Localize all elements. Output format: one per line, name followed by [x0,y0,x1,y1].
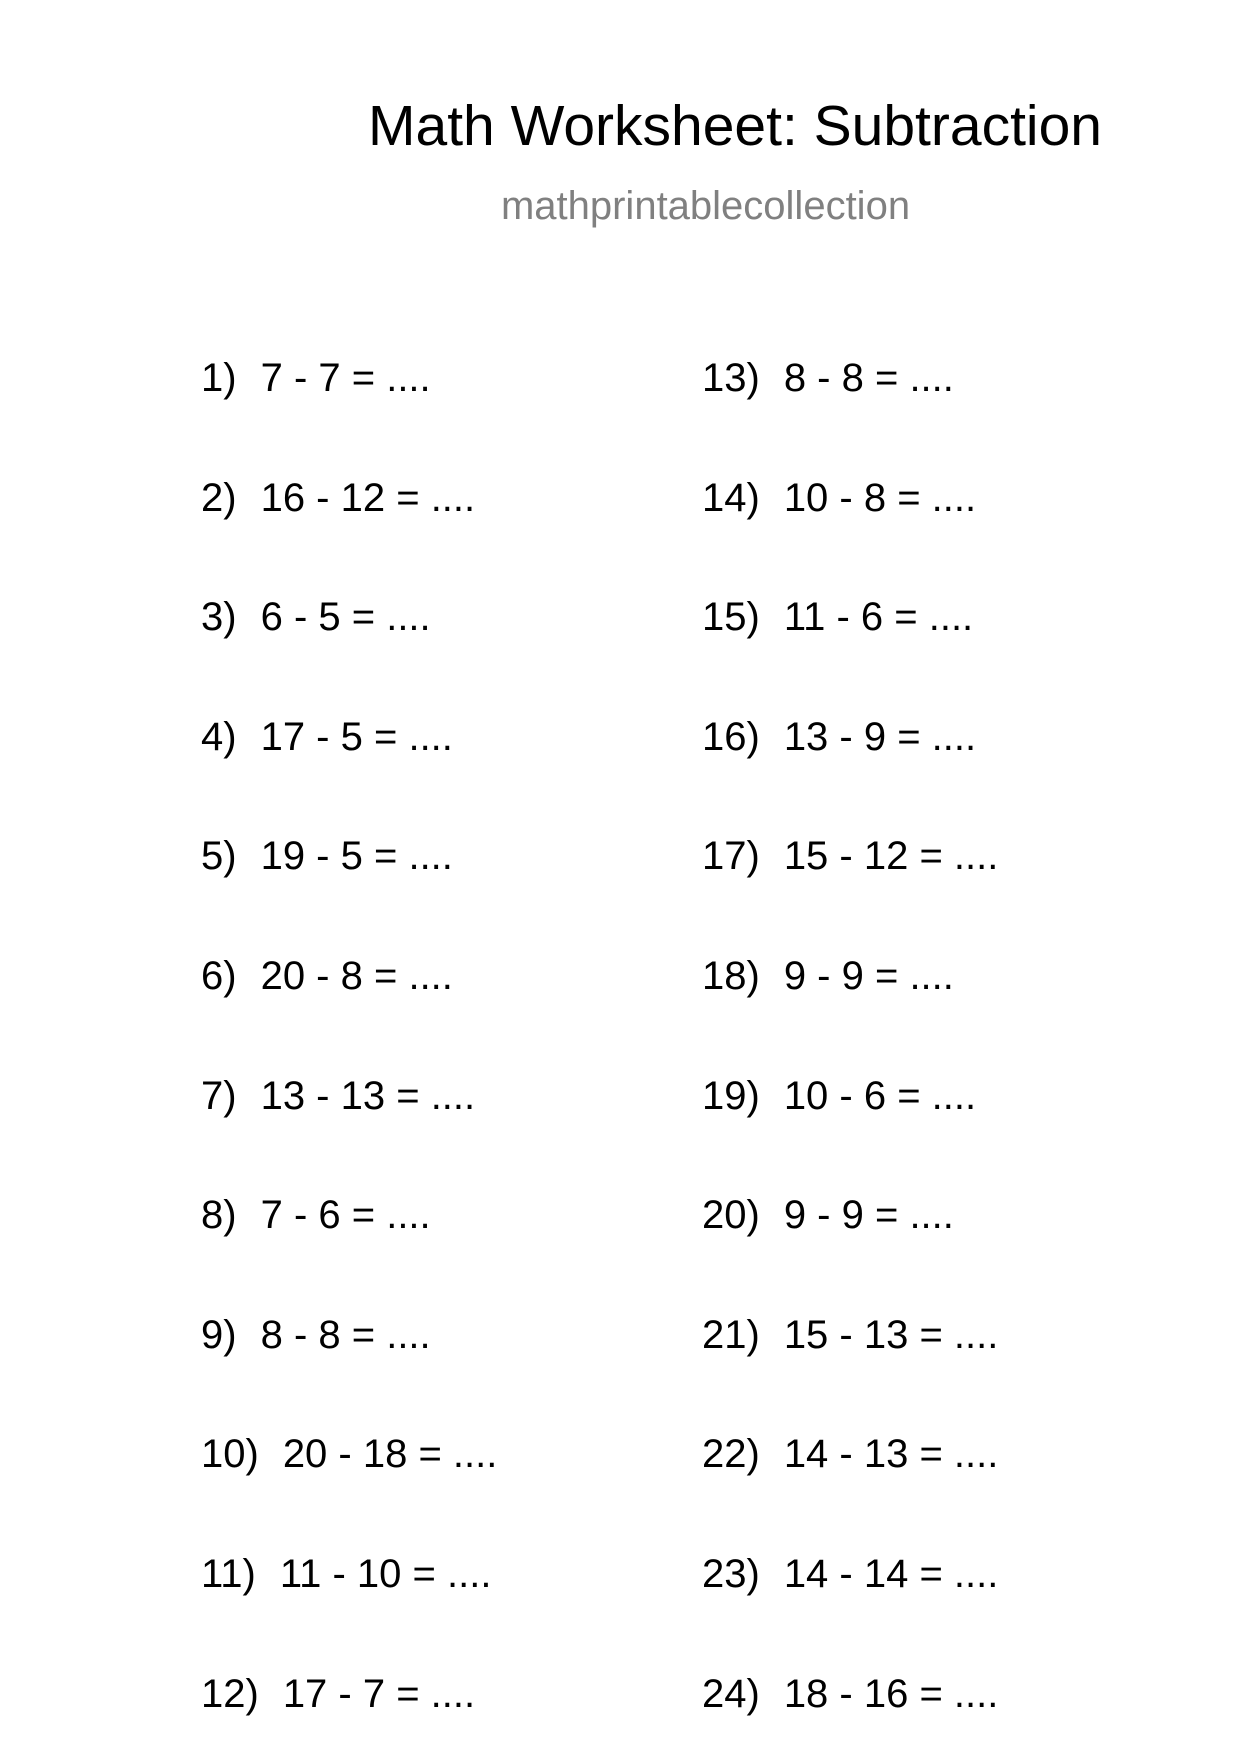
problem-number: 1) [201,356,237,400]
problem-number: 20) [702,1193,760,1237]
problem-expression: 13 - 9 = .... [783,715,977,759]
problem-number: 7) [201,1074,237,1118]
problem-expression: 6 - 5 = .... [260,595,431,639]
problem-item [702,836,998,876]
problem-expression: 7 - 6 = .... [260,1193,431,1237]
problem-item [201,717,453,757]
worksheet-subtitle: mathprintablecollection [500,184,911,228]
problem-item [201,956,453,996]
problem-number: 23) [702,1552,760,1596]
problem-number: 10) [201,1432,259,1476]
problem-number: 14) [702,476,760,520]
problem-expression: 11 - 6 = .... [783,595,974,639]
problem-item [201,597,431,637]
problem-item [702,1554,998,1594]
problem-item [201,1554,491,1594]
problem-number: 8) [201,1193,237,1237]
problem-expression: 18 - 16 = .... [783,1672,999,1716]
problem-number: 15) [702,595,760,639]
problem-expression: 10 - 8 = .... [783,476,977,520]
problem-item [201,1315,431,1355]
worksheet-title: Math Worksheet: Subtraction [368,94,1102,158]
problem-item [702,1315,998,1355]
problem-number: 11) [201,1552,256,1596]
problem-expression: 7 - 7 = .... [260,356,431,400]
problem-expression: 14 - 14 = .... [783,1552,999,1596]
problem-expression: 10 - 6 = .... [783,1074,977,1118]
problem-expression: 16 - 12 = .... [260,476,476,520]
problem-number: 3) [201,595,237,639]
problem-number: 19) [702,1074,760,1118]
problem-item [702,717,976,757]
problem-number: 9) [201,1313,237,1357]
problem-item [201,358,431,398]
problem-number: 22) [702,1432,760,1476]
problem-item [702,597,973,637]
problem-item [201,1434,497,1474]
problem-item [201,1195,431,1235]
problem-expression: 20 - 8 = .... [260,954,453,998]
problem-number: 24) [702,1672,760,1716]
problem-number: 4) [201,715,237,759]
problem-item [702,1434,998,1474]
problem-expression: 8 - 8 = .... [783,356,954,400]
problem-item [702,478,976,518]
problem-number: 18) [702,954,760,998]
problem-number: 16) [702,715,760,759]
problem-number: 2) [201,476,237,520]
problem-expression: 15 - 12 = .... [783,834,999,878]
problem-item [201,1076,475,1116]
problem-expression: 15 - 13 = .... [783,1313,999,1357]
problem-number: 21) [702,1313,760,1357]
problem-item [702,1076,976,1116]
problem-expression: 9 - 9 = .... [783,1193,954,1237]
problem-number: 17) [702,834,760,878]
problem-item [702,956,954,996]
problem-item [201,1674,475,1714]
problem-expression: 13 - 13 = .... [260,1074,476,1118]
problem-expression: 17 - 5 = .... [260,715,453,759]
problem-item [702,358,954,398]
problem-expression: 8 - 8 = .... [260,1313,431,1357]
problem-item [702,1674,998,1714]
problem-number: 5) [201,834,237,878]
problem-expression: 19 - 5 = .... [260,834,453,878]
problem-number: 12) [201,1672,259,1716]
problem-expression: 9 - 9 = .... [783,954,954,998]
problem-item [702,1195,954,1235]
problem-item [201,478,475,518]
problem-number: 6) [201,954,237,998]
problem-expression: 11 - 10 = .... [279,1552,492,1596]
problem-expression: 20 - 18 = .... [282,1432,498,1476]
problem-item [201,836,453,876]
problem-expression: 17 - 7 = .... [282,1672,476,1716]
problem-expression: 14 - 13 = .... [783,1432,999,1476]
problem-number: 13) [702,356,760,400]
